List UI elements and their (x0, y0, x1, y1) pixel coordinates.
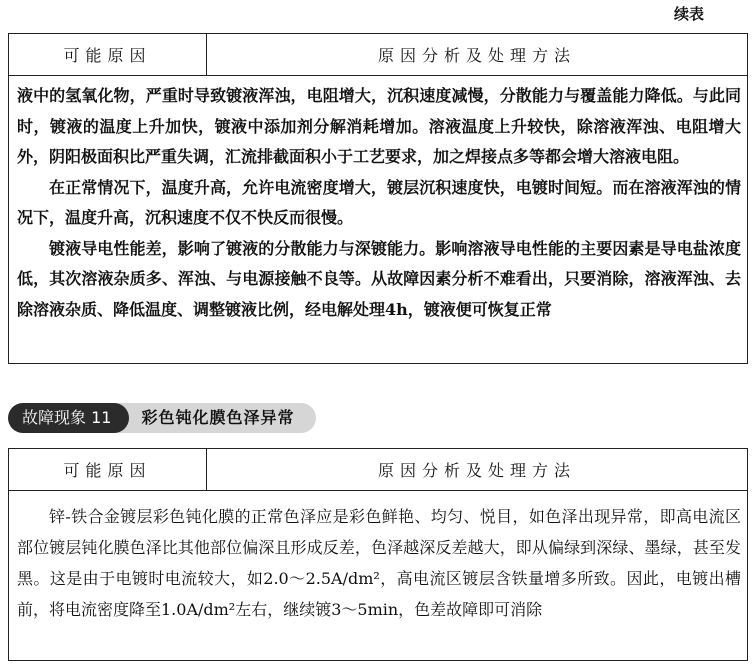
analysis-paragraph-1: 锌-铁合金镀层彩色钝化膜的正常色泽应是彩色鲜艳、均匀、悦目，如色泽出现异常，即高电流区部位镀层钝化膜色泽比其他部位偏深且形成反差，色泽越深反差越大，即从偏绿到深绿、墨绿，甚至发黑。这是由于电镀时电流较大，如2.0～2.5A/dm²，高电流区镀层含铁量增多所致。因此，电镀出槽前，将电流密度降至1.0A/dm²左右，继续镀3～5min，色差故障即可消除 (17, 507, 741, 619)
fault-phenomenon-header (8, 401, 316, 435)
analysis-paragraph-3: 镀液导电性能差，影响了镀液的分散能力与深镀能力。影响溶液导电性能的主要因素是导电盐浓度低，其次溶液杂质多、浑浊、与电源接触不良等。从故障因素分析不难看出，只要消除，溶液浑浊、去除溶液杂质、降低温度、调整镀液比例，经电解处理4h，镀液便可恢复正常 (17, 238, 741, 319)
fault-title: 彩色钝化膜色泽异常 (113, 403, 316, 433)
analysis-paragraph-1: 液中的氢氧化物，严重时导致镀液浑浊，电阻增大，沉积速度减慢，分散能力与覆盖能力降低。与此同时，镀液的温度上升加快，镀液中添加剂分解消耗增加。溶液温度上升较快，除溶液浑浊、电阻增大外，阴阳极面积比严重失调，汇流排截面积小于工艺要求，加之焊接点多等都会增大溶液电阻。 (17, 86, 741, 166)
table-header-row (9, 449, 747, 491)
cause-analysis-table-continued (8, 33, 748, 364)
table-body (9, 491, 747, 625)
column-header-possible-cause: 可能原因 (9, 34, 207, 75)
column-header-analysis-method: 原因分析及处理方法 (377, 461, 576, 480)
continued-table-label: 续表 (673, 5, 704, 23)
analysis-paragraph-2: 在正常情况下，温度升高，允许电流密度增大，镀层沉积速度快，电镀时间短。而在溶液浑浊的情况下，温度升高，沉积速度不仅不快反而很慢。 (17, 177, 741, 227)
column-header-possible-cause: 可能原因 (9, 449, 207, 490)
column-header-analysis-method: 原因分析及处理方法 (377, 46, 576, 65)
table-body (9, 76, 747, 325)
fault-number-badge: 故障现象 11 (8, 403, 129, 433)
cause-analysis-table-fault-11 (8, 448, 748, 661)
table-header-row (9, 34, 747, 76)
